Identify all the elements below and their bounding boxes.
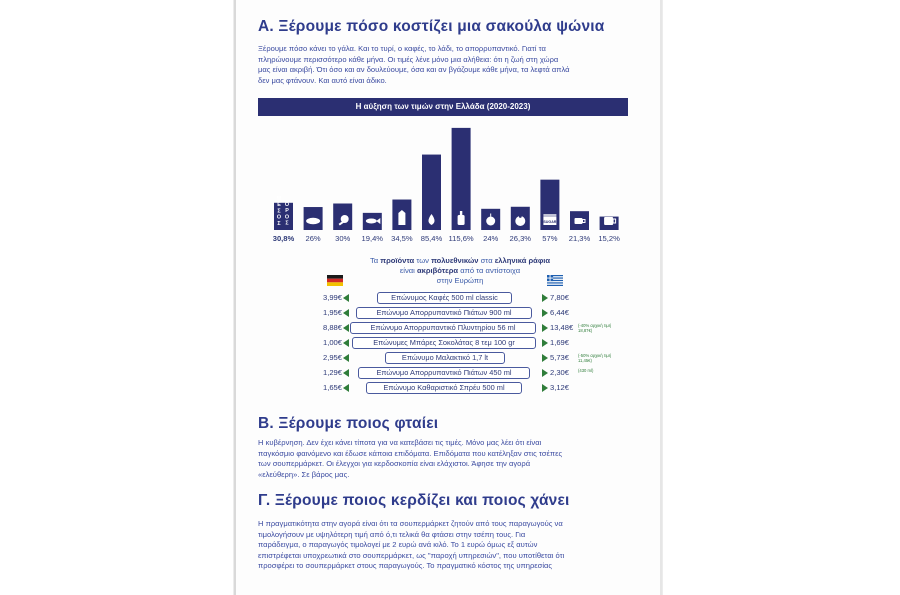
section-a-line: δεν μας φτάνουν. Και αυτό είναι άδικο. [258, 75, 387, 85]
bar-value-label: 30,8% [272, 234, 295, 243]
price-germany: 1,00€ [322, 338, 342, 347]
bar-value-label: 24% [483, 234, 499, 243]
arrow-left-icon [343, 369, 349, 377]
product-name: Επώνυμο Απορρυπαντικό Πλυντηρίου 56 ml [350, 322, 536, 334]
section-a-paragraph [258, 44, 628, 86]
bar-value-label: 57% [542, 234, 558, 243]
bar-value-label: 85,4% [420, 234, 443, 243]
page-edge-right [660, 0, 662, 595]
europe-comparison-intro: Τα προϊόντα των πολυεθνικών στα ελληνικά ράφια είναι ακριβότερα από τα αντίστοιχα στην Ευρώπη [369, 256, 551, 286]
arrow-left-icon [343, 354, 349, 362]
section-c-paragraph [258, 519, 628, 572]
price-note: (-40% αρχική τιμή 18,87€) [578, 323, 612, 333]
price-germany: 3,99€ [322, 293, 342, 302]
section-b-line: των σουπερμάρκετ. Οι έλεγχοι για κερδοσκοπία είναι ελάχιστοι. Άφησε την αγορά [258, 459, 531, 469]
section-c-line: επιστρέφεται υποχρεωτικά στο σουπερμάρκετ, ως "παροχή υπηρεσιών", που υποτίθεται ότι [258, 550, 565, 560]
price-increase-bar-chart [270, 118, 620, 250]
price-germany: 2,95€ [322, 353, 342, 362]
average-label-letter: Ο [284, 202, 290, 208]
price-greece: 3,12€ [550, 383, 570, 392]
arrow-right-icon [542, 309, 548, 317]
arrow-right-icon [542, 339, 548, 347]
sugar-icon [543, 214, 556, 225]
arrow-right-icon [542, 324, 548, 332]
average-label-letter: Ε [277, 202, 281, 209]
average-label-letter: Ο [284, 214, 290, 221]
product-name: Επώνυμο Απορρυπαντικό Πιάτων 900 ml [356, 307, 532, 319]
product-name: Επώνυμες Μπάρες Σοκολάτας 8 τεμ 100 gr [352, 337, 536, 349]
arrow-right-icon [542, 294, 548, 302]
bar-value-label: 19,4% [361, 234, 384, 243]
bar-value-label: 30% [335, 234, 351, 243]
arrow-left-icon [343, 309, 349, 317]
price-note: (-50% αρχική τιμή 11,45€) [578, 353, 612, 363]
product-row [300, 352, 630, 364]
price-germany: 1,29€ [322, 368, 342, 377]
price-germany: 8,88€ [322, 323, 342, 332]
product-name: Επώνυμο Απορρυπαντικό Πιάτων 450 ml [358, 367, 530, 379]
price-germany: 1,95€ [322, 308, 342, 317]
arrow-left-icon [343, 324, 349, 332]
price-greece: 13,48€ [550, 323, 574, 332]
section-b-paragraph [258, 438, 628, 480]
price-greece: 1,69€ [550, 338, 570, 347]
average-label-letter: Μ [276, 196, 282, 202]
price-greece: 7,80€ [550, 293, 570, 302]
price-germany: 1,65€ [322, 383, 342, 392]
section-a-line: Ξέρουμε πόσο κάνει το γάλα. Και το τυρί, ο καφές, το λάδι, το απορρυπαντικό. Γιατί τα [258, 44, 546, 53]
bar-value-label: 26,3% [509, 234, 532, 243]
product-row [300, 292, 630, 304]
average-label-letter: Σ [277, 220, 281, 227]
chart-title-banner: Η αύξηση των τιμών στην Ελλάδα (2020-2023) [258, 98, 628, 116]
average-label-letter: Σ [285, 220, 289, 227]
arrow-right-icon [542, 369, 548, 377]
sugar-text: SUGAR [543, 220, 557, 224]
product-name: Επώνυμο Καθαριστικό Σπρέυ 500 ml [366, 382, 522, 394]
average-label-letter: Σ [277, 208, 281, 215]
bread-icon [306, 218, 320, 224]
product-name: Επώνυμος Καφές 500 ml classic [377, 292, 512, 304]
arrow-left-icon [343, 294, 349, 302]
bar-value-label: 26% [305, 234, 321, 243]
product-row [300, 322, 630, 334]
arrow-left-icon [343, 384, 349, 392]
section-c-title: Γ. Ξέρουμε ποιος κερδίζει και ποιος χάνει [258, 492, 570, 509]
product-row [300, 367, 630, 379]
price-greece: 6,44€ [550, 308, 570, 317]
price-note: (430 ml) [578, 368, 594, 373]
section-b-title: Β. Ξέρουμε ποιος φταίει [258, 415, 439, 432]
milk-icon [398, 210, 405, 225]
bar-value-label: 15,2% [598, 234, 620, 243]
product-row [300, 307, 630, 319]
price-greece: 5,73€ [550, 353, 570, 362]
bar-value-label: 115,6% [448, 234, 474, 243]
section-c-line: παράδειγμα, ο παραγωγός τιμολογεί με 2 ευρώ ανά κιλό. Το 1 ευρώ όμως εξ αυτών [258, 540, 538, 550]
product-row [300, 337, 630, 349]
greece-flag-icon [547, 275, 563, 286]
section-c-line: τιμολογήσουν με υψηλότερη τιμή από ό,τι τελικά θα φτάσει στην τσέπη τους. Για [258, 529, 526, 539]
page-edge-left [234, 0, 236, 595]
average-label-letter: Ρ [285, 208, 289, 215]
germany-flag-icon [327, 275, 343, 286]
bar-value-label: 21,3% [568, 234, 591, 243]
average-label-letter: Ο [276, 214, 282, 221]
price-greece: 2,30€ [550, 368, 570, 377]
arrow-right-icon [542, 384, 548, 392]
section-c-line: Η πραγματικότητα στην αγορά είναι ότι τα σουπερμάρκετ ζητούν από τους παραγωγούς να [258, 519, 563, 528]
section-a-line: πληρώνουμε περισσότερο κάθε μήνα. Οι τιμές λένε μόνο μια αλήθεια: ότι η ζωή στη χώρα [258, 54, 559, 64]
section-a-line: μας είναι ακριβή. Ότι όσο και αν δουλεύουμε, όσα και αν βγάζουμε κάθε μήνα, τα λεφτά απλά [258, 65, 570, 75]
section-b-line: παγκόσμιο φαινόμενο και έδωσε κάποια επιδόματα. Επιδόματα που κατέληξαν στις τσέπες [258, 448, 563, 458]
product-name: Επώνυμο Μαλακτικό 1,7 lt [385, 352, 505, 364]
section-a-title: Α. Ξέρουμε πόσο κοστίζει μια σακούλα ψώνια [258, 18, 605, 35]
section-b-line: «ελεύθερη». Σε βάρος μας. [258, 469, 350, 479]
arrow-left-icon [343, 339, 349, 347]
arrow-right-icon [542, 354, 548, 362]
product-row [300, 382, 630, 394]
bar-value-label: 34,5% [391, 234, 413, 243]
section-c-line: προσφέρει το σουπερμάρκετ στους παραγωγούς. Το πραγματικό κόστος της υπηρεσίας [258, 561, 553, 571]
section-b-line: Η κυβέρνηση. Δεν έχει κάνει τίποτα για να κατεβάσει τις τιμές. Μόνο μας λέει ότι είναι [258, 438, 542, 447]
